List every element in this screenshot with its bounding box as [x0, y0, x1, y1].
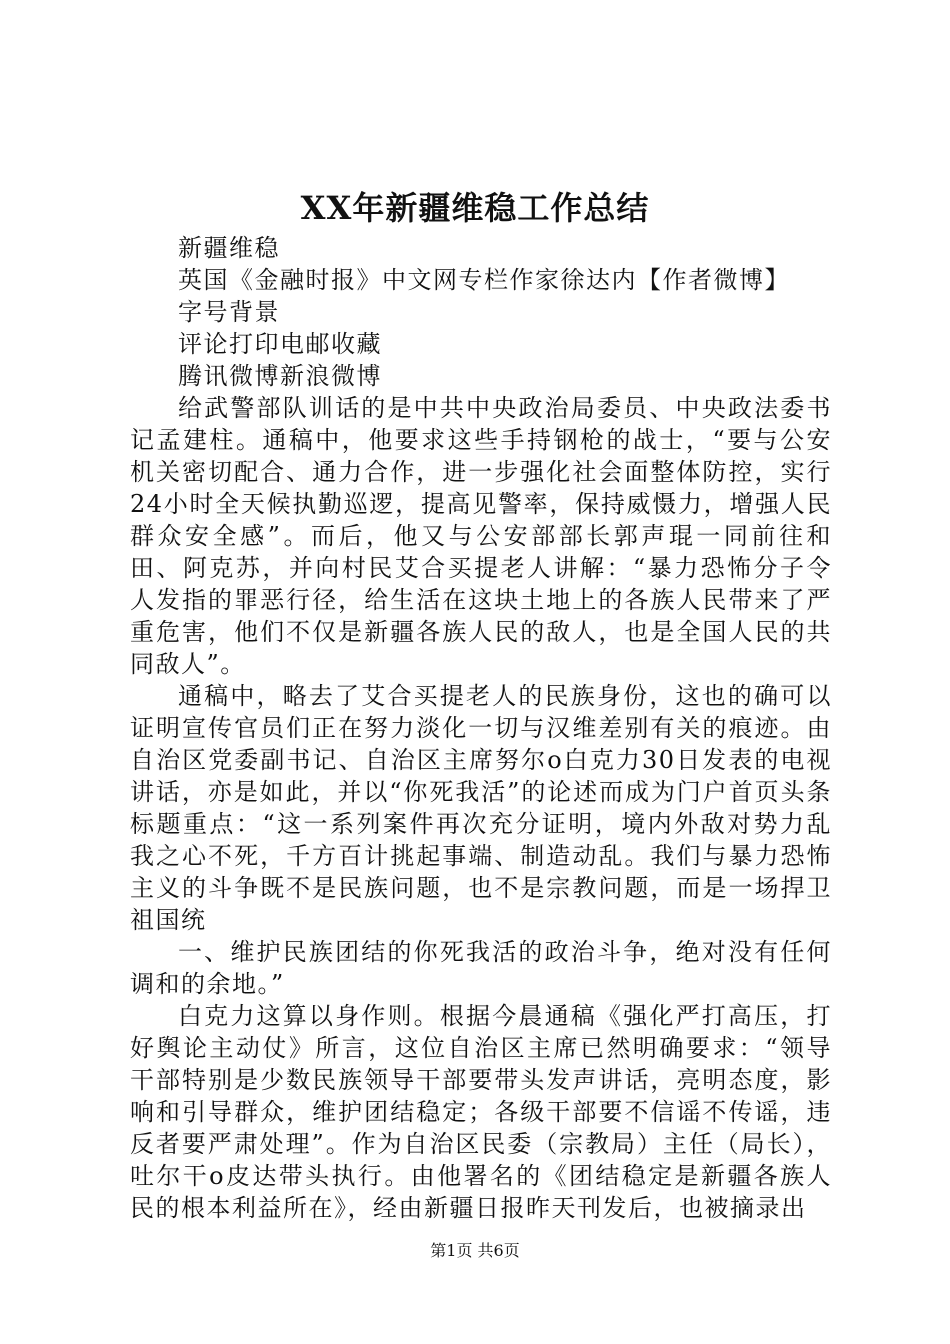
paragraph-byline: 英国《金融时报》中文网专栏作家徐达内【作者微博】 — [178, 266, 790, 294]
paragraph-body-3: 一、维护民族团结的你死我活的政治斗争，绝对没有任何调和的余地。” — [130, 938, 832, 998]
paragraph-body-1: 给武警部队训话的是中共中央政治局委员、中央政法委书记孟建柱。通稿中，他要求这些手持钢枪的战士，“要与公安机关密切配合、通力合作，进一步强化社会面整体防控，实行24小时全天候执勤巡逻，提高见警率，保持威慑力，增强人民群众安全感”。而后，他又与公安部部长郭声琨一同前往和田、阿克苏，并向村民艾合买提老人讲解：“暴力恐怖分子令人发指的罪恶行径，给生活在这块土地上的各族人民带来了严重危害，他们不仅是新疆各族人民的敌人，也是全国人民的共同敌人”。 — [130, 394, 832, 678]
paragraph-topic: 新疆维稳 — [178, 234, 280, 262]
paragraph-weibo-links: 腾讯微博新浪微博 — [178, 362, 382, 390]
document-title: XX年新疆维稳工作总结 — [300, 189, 650, 227]
paragraph-body-4: 白克力这算以身作则。根据今晨通稿《强化严打高压，打好舆论主动仗》所言，这位自治区主席已然明确要求：“领导干部特别是少数民族领导干部要带头发声讲话，亮明态度，影响和引导群众，维护团结稳定；各级干部要不信谣不传谣，违反者要严肃处理”。作为自治区民委（宗教局）主任（局长），吐尔干o皮达带头执行。由他署名的《团结稳定是新疆各族人民的根本利益所在》，经由新疆日报昨天刊发后，也被摘录出 — [130, 1002, 832, 1222]
paragraph-body-2: 通稿中，略去了艾合买提老人的民族身份，这也的确可以证明宣传官员们正在努力淡化一切与汉维差别有关的痕迹。由自治区党委副书记、自治区主席努尔o白克力30日发表的电视讲话，亦是如此，并以“你死我活”的论述而成为门户首页头条标题重点：“这一系列案件再次充分证明，境内外敌对势力乱我之心不死，千方百计挑起事端、制造动乱。我们与暴力恐怖主义的斗争既不是民族问题，也不是宗教问题，而是一场捍卫祖国统 — [130, 682, 832, 934]
page-footer: 第1页 共6页 — [430, 1241, 520, 1260]
paragraph-share-options: 评论打印电邮收藏 — [178, 330, 382, 358]
paragraph-font-size-bg: 字号背景 — [178, 298, 280, 326]
document-body — [130, 232, 832, 1224]
